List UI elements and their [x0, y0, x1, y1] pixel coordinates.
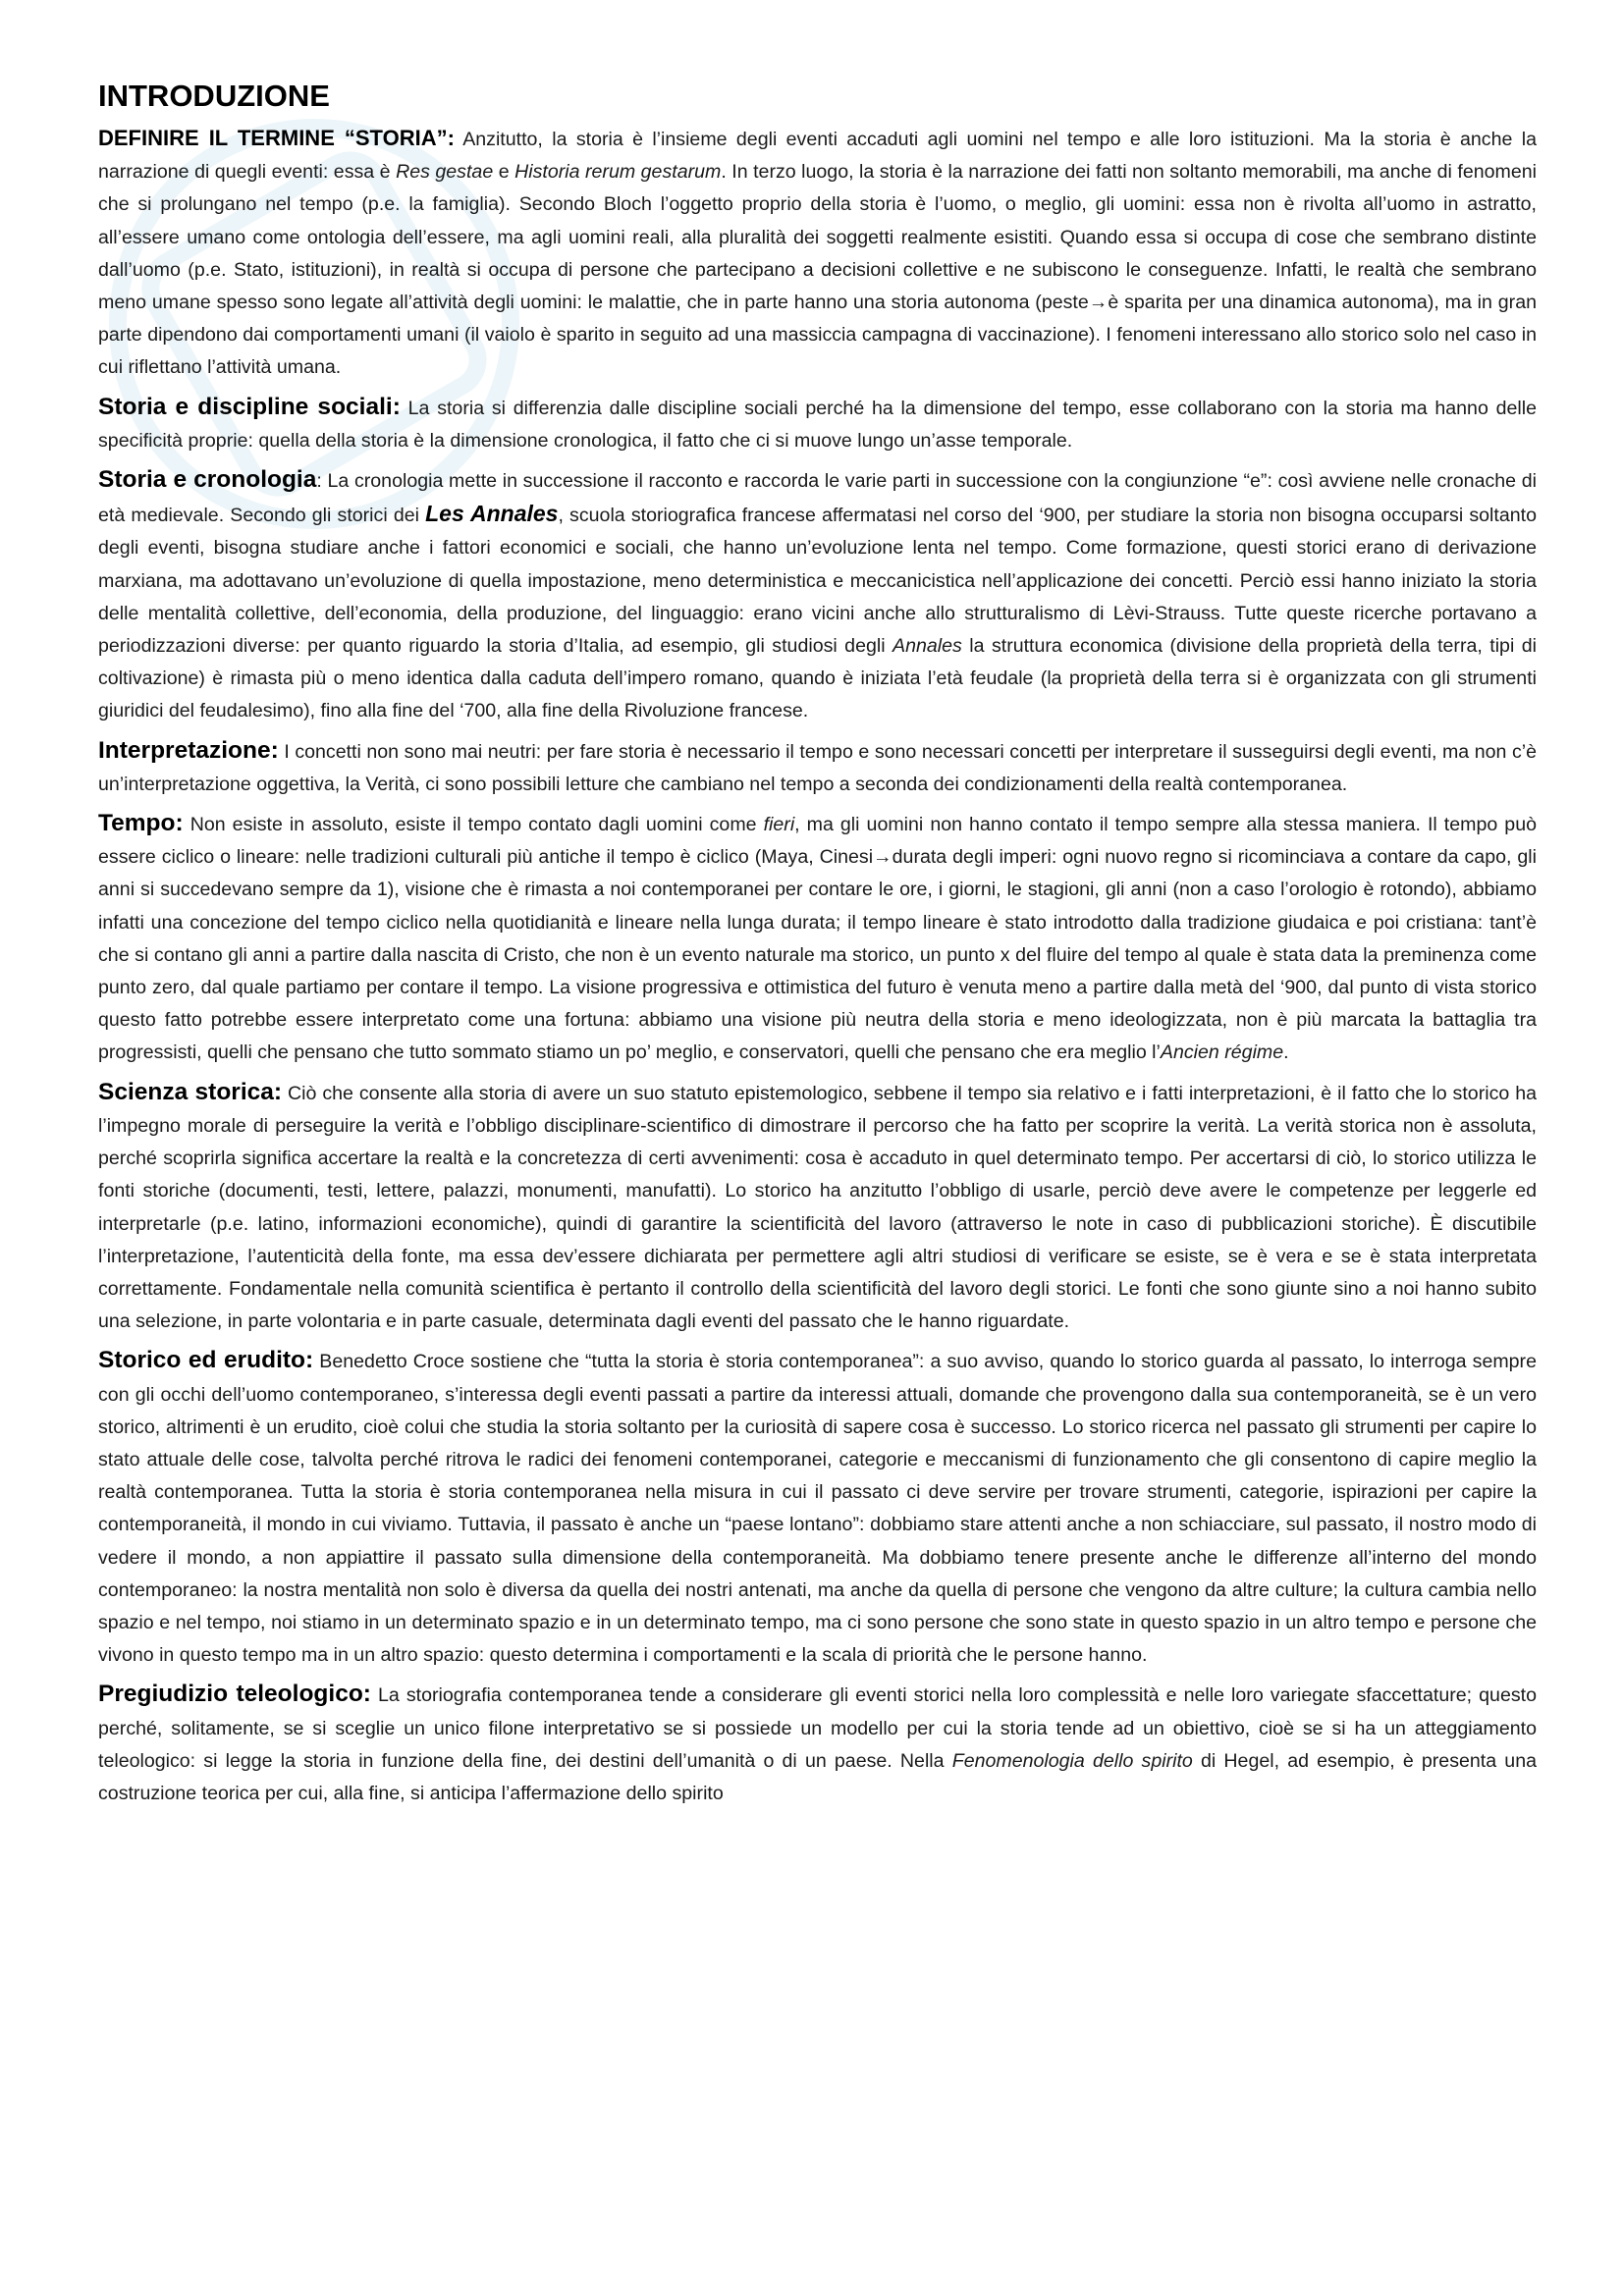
section-heading: Storico ed erudito: — [98, 1347, 314, 1374]
italic-text: Fenomenologia dello spirito — [951, 1749, 1193, 1772]
section-text: . — [1283, 1041, 1289, 1064]
section-pregiudizio — [98, 1678, 1537, 1810]
section-interpretazione — [98, 734, 1537, 801]
section-text: di Hegel, ad esempio, è presenta una costruzione teorica per cui, alla fine, si anticipa l’affermazione dello spirito — [98, 1749, 1537, 1804]
bold-italic-text: Les Annales — [425, 501, 559, 527]
section-scienza — [98, 1076, 1537, 1339]
section-text: Benedetto Croce sostiene che “tutta la storia è storia contemporanea”: a suo avviso, quando lo storico guarda al passato, lo interroga sempre con gli occhi dell’uomo contemporaneo, s’interessa degli eventi passati a partire da interessi attuali, domande che provengono dalla sua contemporaneità, se è un vero storico, altrimenti è un erudito, cioè colui che studia la storia soltanto per la curiosità di sapere cosa è successo. Lo storico ricerca nel passato gli strumenti per capire lo stato attuale delle cose, talvolta perché ritrova le radici dei fenomeni contemporanei, categorie e meccanismi di funzionamento che gli consentono di capire meglio la realtà contemporanea. Tutta la storia è storia contemporanea nella misura in cui il passato ci deve servire per trovare strumenti, categorie, ispirazioni per capire la contemporaneità, il mondo in cui viviamo. Tuttavia, il passato è anche un “paese lontano”: dobbiamo stare attenti anche a non schiacciare, sul passato, il nostro modo di vedere il mondo, a non appiattire il passato sulla dimensione della contemporaneità. Ma dobbiamo tenere presente anche le differenze all’interno del mondo contemporaneo: la nostra mentalità non solo è diversa da quella dei nostri antenati, ma anche da quella di persone che vengono da altre culture; la cultura cambia nello spazio e nel tempo, noi stiamo in un determinato spazio e in un determinato tempo, ma ci sono persone che sono state in questo spazio in un altro tempo e persone che vivono in questo tempo ma in un altro spazio: questo determina i comportamenti e la scala di priorità che le persone hanno. — [98, 1351, 1537, 1667]
section-text: La storia si differenzia dalle discipline sociali perché ha la dimensione del tempo, esse collaborano con la storia ma hanno delle specificità proprie: quella della storia è la dimensione cronologica, il fatto che ci si muove lungo un’asse temporale. — [98, 397, 1537, 452]
section-text: La storiografia contemporanea tende a considerare gli eventi storici nella loro complessità e nelle loro variegate sfaccettature; questo perché, solitamente, se si sceglie un unico filone interpretativo se si possiede un modello per cui la storia tende ad un obiettivo, cioè se si ha un atteggiamento teleologico: si legge la storia in funzione della fine, dei destini dell’umanità o di un paese. Nella — [98, 1684, 1537, 1772]
section-heading: Tempo: — [98, 810, 184, 837]
section-heading: Interpretazione: — [98, 736, 279, 764]
section-heading: Storia e cronologia — [98, 466, 317, 494]
section-text: e — [493, 161, 515, 184]
section-text: Anzitutto, la storia è l’insieme degli eventi accaduti agli uomini nel tempo e alle loro istituzioni. Ma la storia è anche la narrazione di quegli eventi: essa è — [98, 129, 1537, 184]
section-text: I concetti non sono mai neutri: per fare storia è necessario il tempo e sono necessari concetti per interpretare il susseguirsi degli eventi, ma non c’è un’interpretazione oggettiva, la Verità, ci sono possibili letture che cambiano nel tempo a seconda dei condizionamenti della realtà contemporanea. — [98, 740, 1537, 795]
section-text: : La cronologia mette in successione il racconto e raccorda le varie parti in successione con la congiunzione “e”: così avviene nelle cronache di età medievale. Secondo gli storici dei — [98, 470, 1537, 527]
italic-text: fieri — [763, 814, 795, 836]
section-erudito — [98, 1344, 1537, 1672]
section-tempo — [98, 807, 1537, 1070]
italic-text: Historia rerum gestarum — [514, 161, 722, 184]
section-heading: Scienza storica: — [98, 1078, 283, 1105]
page-title: INTRODUZIONE — [98, 79, 330, 113]
section-text: Ciò che consente alla storia di avere un suo statuto epistemologico, sebbene il tempo sia relativo e i fatti interpretazioni, è il fatto che lo storico ha l’impegno morale di perseguire la verità e l’obbligo disciplinare-scientifico di dimostrare il percorso che ha fatto per scoprire la verità. La verità storica non è assoluta, perché scoprirla significa accertare la realtà e la concretezza di certi avvenimenti: cosa è accaduto in quel determinato tempo. Per accertarsi di ciò, lo storico utilizza le fonti storiche (documenti, testi, lettere, palazzi, monumenti, manufatti). Lo storico ha anzitutto l’obbligo di usarle, perciò deve avere le competenze per leggerle ed interpretarle (p.e. latino, informazioni economiche), quindi di garantire la scientificità del lavoro (attraverso le note in caso di pubblicazioni storiche). È discutibile l’interpretazione, l’autenticità della fonte, ma essa dev’essere dichiarata per permettere agli altri studiosi di verificare se esiste, se è vera e se è stata interpretata correttamente. Fondamentale nella comunità scientifica è pertanto il controllo della scientificità del lavoro degli storici. Le fonti che sono giunte sino a noi hanno subito una selezione, in parte volontaria e in parte casuale, determinata dagli eventi del passato che le hanno riguardate. — [98, 1082, 1537, 1333]
italic-text: Ancien régime — [1160, 1041, 1284, 1064]
section-text: , scuola storiografica francese affermatasi nel corso del ‘900, per studiare la storia non bisogna occuparsi soltanto degli eventi, bisogna studiare anche i fattori economici e sociali, che hanno un’evoluzione lenta nel tempo. Come formazione, questi storici erano di derivazione marxiana, ma adottavano un’evoluzione di quella impostazione, meno deterministica e meccanicistica nell’applicazione dei concetti. Perciò essi hanno iniziato la storia delle mentalità collettive, dell’economia, della produzione, del linguaggio: erano vicini anche allo strutturalismo di Lèvi-Strauss. Tutte queste ricerche portavano a periodizzazioni diverse: per quanto riguardo la storia d’Italia, ad esempio, gli studiosi degli — [98, 505, 1537, 658]
section-cronologia — [98, 463, 1537, 728]
section-heading: Pregiudizio teleologico: — [98, 1681, 371, 1708]
section-heading: Storia e discipline sociali: — [98, 393, 401, 420]
section-text: la struttura economica (divisione della proprietà della terra, tipi di coltivazione) è rimasta più o meno identica dalla caduta dell’impero romano, quando è iniziata l’età feudale (la proprietà della terra si è organizzata con gli strumenti giuridici del feudalesimo), fino alla fine del ‘700, alla fine della Rivoluzione francese. — [98, 635, 1537, 722]
section-text: Non esiste in assoluto, esiste il tempo contato dagli uomini come — [183, 814, 764, 836]
document-page — [98, 77, 1537, 1816]
italic-text: Res gestae — [396, 161, 494, 184]
section-heading: DEFINIRE IL TERMINE “STORIA”: — [98, 126, 455, 150]
section-text: , ma gli uomini non hanno contato il tempo sempre alla stessa maniera. Il tempo può essere ciclico o lineare: nelle tradizioni culturali più antiche il tempo è ciclico (Maya, Cinesi→durata degli imperi: ogni nuovo regno si ricominciava a contare da capo, gli anni si succedevano sempre da 1), visione che è rimasta a noi contemporanei per contare le ore, i giorni, le stagioni, gli anni (non a caso l’orologio è rotondo), abbiamo infatti una concezione del tempo ciclico nella quotidianità e lineare nella lunga durata; il tempo lineare è stato introdotto dalla tradizione giudaica e poi cristiana: tant’è che si contano gli anni a partire dalla nascita di Cristo, che non è un evento naturale ma storico, un punto x del fluire del tempo al quale è stata data la preminenza come punto zero, dal quale partiamo per contare il tempo. La visione progressiva e ottimistica del futuro è venuta meno a partire dalla metà del ‘900, dal punto di vista storico questo fatto potrebbe essere interpretato come una fortuna: abbiamo una visione più neutra della storia e meno ideologizzata, non è più marcata la battaglia tra progressisti, quelli che pensano che tutto sommato stiamo un po’ meglio, e conservatori, quelli che pensano che era meglio l’ — [98, 814, 1537, 1064]
section-discipline — [98, 391, 1537, 457]
section-definire — [98, 122, 1537, 385]
italic-text: Annales — [893, 635, 962, 658]
section-text: . In terzo luogo, la storia è la narrazione dei fatti non soltanto memorabili, ma anche di fenomeni che si prolungano nel tempo (p.e. la famiglia). Secondo Bloch l’oggetto proprio della storia è l’uomo, o meglio, gli uomini: essa non è rivolta all’uomo in astratto, all’essere umano come ontologia dell’essere, ma agli uomini reali, alla pluralità dei soggetti realmente esistiti. Quando essa si occupa di cose che sembrano distinte dall’uomo (p.e. Stato, istituzioni), in realtà si occupa di persone che partecipano a decisioni collettive e ne subiscono le conseguenze. Infatti, le realtà che sembrano meno umane spesso sono legate all’attività degli uomini: le malattie, che in parte hanno una storia autonoma (peste→è sparita per una dinamica autonoma), ma in gran parte dipendono dai comportamenti umani (il vaiolo è sparito in seguito ad una massiccia campagna di vaccinazione). I fenomeni interessano allo storico solo nel caso in cui riflettano l’attività umana. — [98, 161, 1537, 379]
